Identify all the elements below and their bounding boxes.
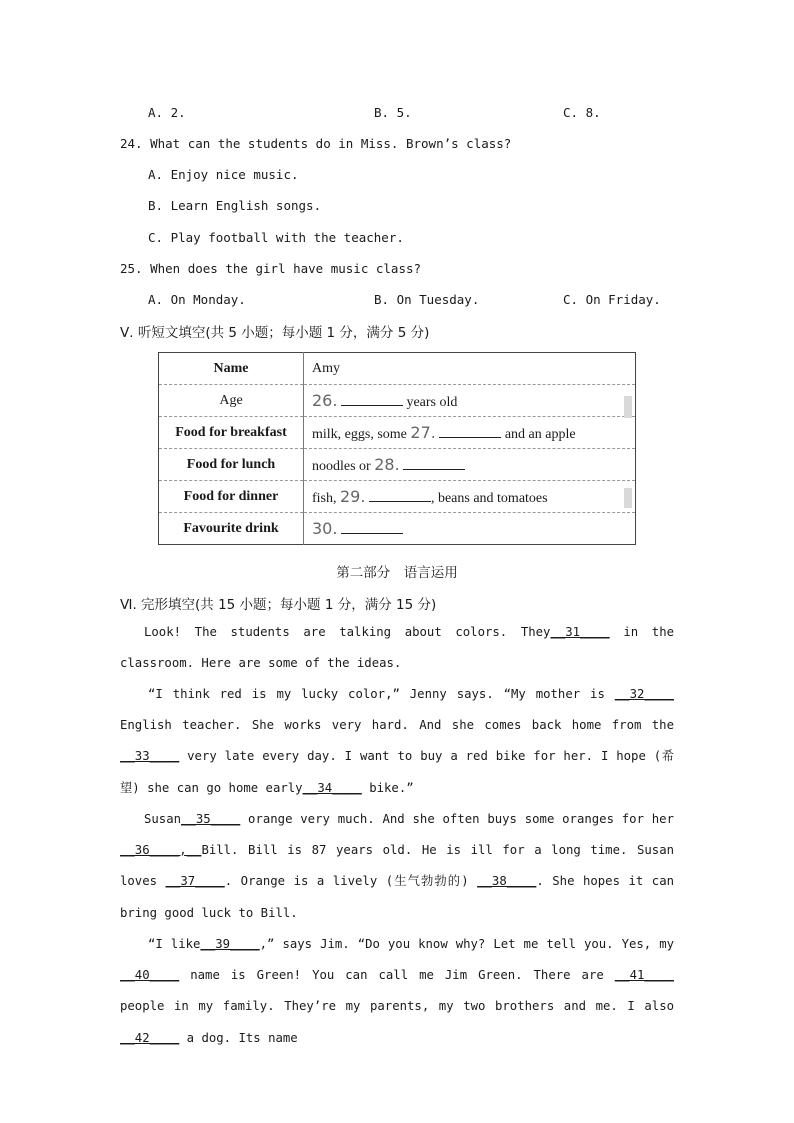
q25-question: 25. When does the girl have music class? bbox=[120, 261, 422, 276]
passage-text: a dog. Its name bbox=[179, 1030, 298, 1045]
blank-number: 26. bbox=[312, 390, 338, 410]
answer-blank[interactable] bbox=[439, 425, 501, 438]
table-row-value bbox=[304, 385, 636, 417]
cloze-blank[interactable]: __33____ bbox=[120, 749, 180, 764]
passage-text: people in my family. They’re my parents, my two brothers and me. I also bbox=[120, 999, 674, 1014]
q25-option-a: A. On Monday. bbox=[148, 292, 246, 307]
value-text: , beans and tomatoes bbox=[430, 490, 548, 506]
passage-text: Bill. Bill is 87 years old. He is ill for a long time. Susan loves bbox=[120, 843, 674, 889]
passage-paragraph-4 bbox=[120, 929, 674, 1054]
table-row bbox=[159, 385, 636, 417]
table-row-label: Food for dinner bbox=[159, 481, 304, 513]
table-row bbox=[159, 513, 636, 545]
passage-text: orange very much. And she often buys some oranges for her bbox=[240, 812, 674, 826]
value-text: Amy bbox=[312, 360, 340, 376]
q25-option-c: C. On Friday. bbox=[563, 292, 661, 307]
passage-text: ,” says Jim. “Do you know why? Let me tell you. Yes, my bbox=[259, 937, 674, 951]
table-row-value bbox=[304, 513, 636, 545]
passage-paragraph-1 bbox=[120, 617, 674, 679]
q23-option-b: B. 5. bbox=[374, 105, 412, 120]
passage-text: . She hopes it can bring good luck to Bill. bbox=[120, 874, 675, 920]
q24-question: 24. What can the students do in Miss. Brown’s class? bbox=[120, 136, 512, 151]
table-row-value bbox=[304, 449, 636, 481]
listening-fill-table bbox=[158, 352, 636, 545]
answer-blank[interactable] bbox=[341, 521, 403, 534]
table-row-label: Food for breakfast bbox=[159, 417, 304, 449]
cloze-blank[interactable]: __42____ bbox=[120, 1030, 180, 1045]
scan-mark bbox=[624, 488, 632, 508]
value-text: and an apple bbox=[501, 426, 576, 442]
passage-text: in the classroom. Here are some of the ideas. bbox=[120, 625, 675, 671]
passage-text: Susan bbox=[144, 812, 182, 826]
cloze-blank[interactable]: __38____ bbox=[477, 874, 537, 889]
passage-text: Look! The students are talking about colors. They bbox=[144, 625, 551, 639]
cloze-blank[interactable]: __37____ bbox=[165, 874, 225, 889]
value-text: fish, bbox=[312, 490, 340, 506]
q25-option-b: B. On Tuesday. bbox=[374, 292, 480, 307]
passage-text: bike.” bbox=[361, 780, 414, 795]
q25-options bbox=[0, 292, 794, 310]
blank-number: 30. bbox=[312, 518, 338, 538]
q24-option-c: C. Play football with the teacher. bbox=[148, 230, 404, 245]
q24-option-b: B. Learn English songs. bbox=[148, 198, 322, 213]
q23-options bbox=[0, 105, 794, 123]
table-row-label: Favourite drink bbox=[159, 513, 304, 545]
cloze-blank[interactable]: __40____ bbox=[120, 968, 180, 983]
passage-text: name is Green! You can call me Jim Green. There are bbox=[179, 968, 615, 983]
passage-text: English teacher. She works very hard. And she comes back home from the bbox=[120, 718, 674, 733]
cloze-blank[interactable]: __41____ bbox=[614, 968, 674, 983]
table-row bbox=[159, 353, 636, 385]
value-text: noodles or bbox=[312, 458, 375, 474]
answer-blank[interactable] bbox=[403, 457, 465, 470]
table-row-label: Food for lunch bbox=[159, 449, 304, 481]
value-text: milk, eggs, some bbox=[312, 426, 411, 442]
scan-mark bbox=[624, 396, 632, 418]
table-row bbox=[159, 481, 636, 513]
table-row-value bbox=[304, 481, 636, 513]
table-row-label: Name bbox=[159, 353, 304, 385]
passage-text: “I like bbox=[148, 937, 201, 951]
cloze-blank[interactable]: __36____,__ bbox=[120, 843, 202, 858]
table-row-value bbox=[304, 417, 636, 449]
passage-paragraph-2 bbox=[120, 679, 674, 804]
cloze-blank[interactable]: __31____ bbox=[550, 625, 610, 639]
passage-text: “I think red is my lucky color,” Jenny says. “My mother is bbox=[148, 687, 615, 701]
blank-number: 27. bbox=[410, 422, 436, 442]
blank-number: 29. bbox=[340, 486, 366, 506]
table-row bbox=[159, 417, 636, 449]
passage-text: very late every day. I want to buy a red bike for her. I hope (希望) she can go home early bbox=[120, 749, 674, 795]
section-5-title: Ⅴ. 听短文填空(共 5 小题；每小题 1 分，满分 5 分) bbox=[120, 325, 430, 341]
answer-blank[interactable] bbox=[369, 489, 431, 502]
q24-option-a: A. Enjoy nice music. bbox=[148, 167, 299, 182]
value-text: years old bbox=[402, 394, 458, 410]
cloze-blank[interactable]: __39____ bbox=[200, 937, 260, 951]
q23-option-a: A. 2. bbox=[148, 105, 186, 120]
answer-blank[interactable] bbox=[341, 393, 403, 406]
table-row bbox=[159, 449, 636, 481]
passage-paragraph-3 bbox=[120, 804, 674, 929]
table-row-value bbox=[304, 353, 636, 385]
section-6-title: Ⅵ. 完形填空(共 15 小题；每小题 1 分，满分 15 分) bbox=[120, 597, 437, 613]
cloze-blank[interactable]: __35____ bbox=[181, 812, 241, 826]
q23-option-c: C. 8. bbox=[563, 105, 601, 120]
passage-text: . Orange is a lively (生气勃勃的) bbox=[224, 874, 478, 889]
cloze-blank[interactable]: __32____ bbox=[614, 687, 674, 701]
part-2-title: 第二部分 语言运用 bbox=[336, 565, 458, 581]
blank-number: 28. bbox=[374, 454, 400, 474]
table-row-label: Age bbox=[159, 385, 304, 417]
cloze-blank[interactable]: __34____ bbox=[302, 780, 362, 795]
